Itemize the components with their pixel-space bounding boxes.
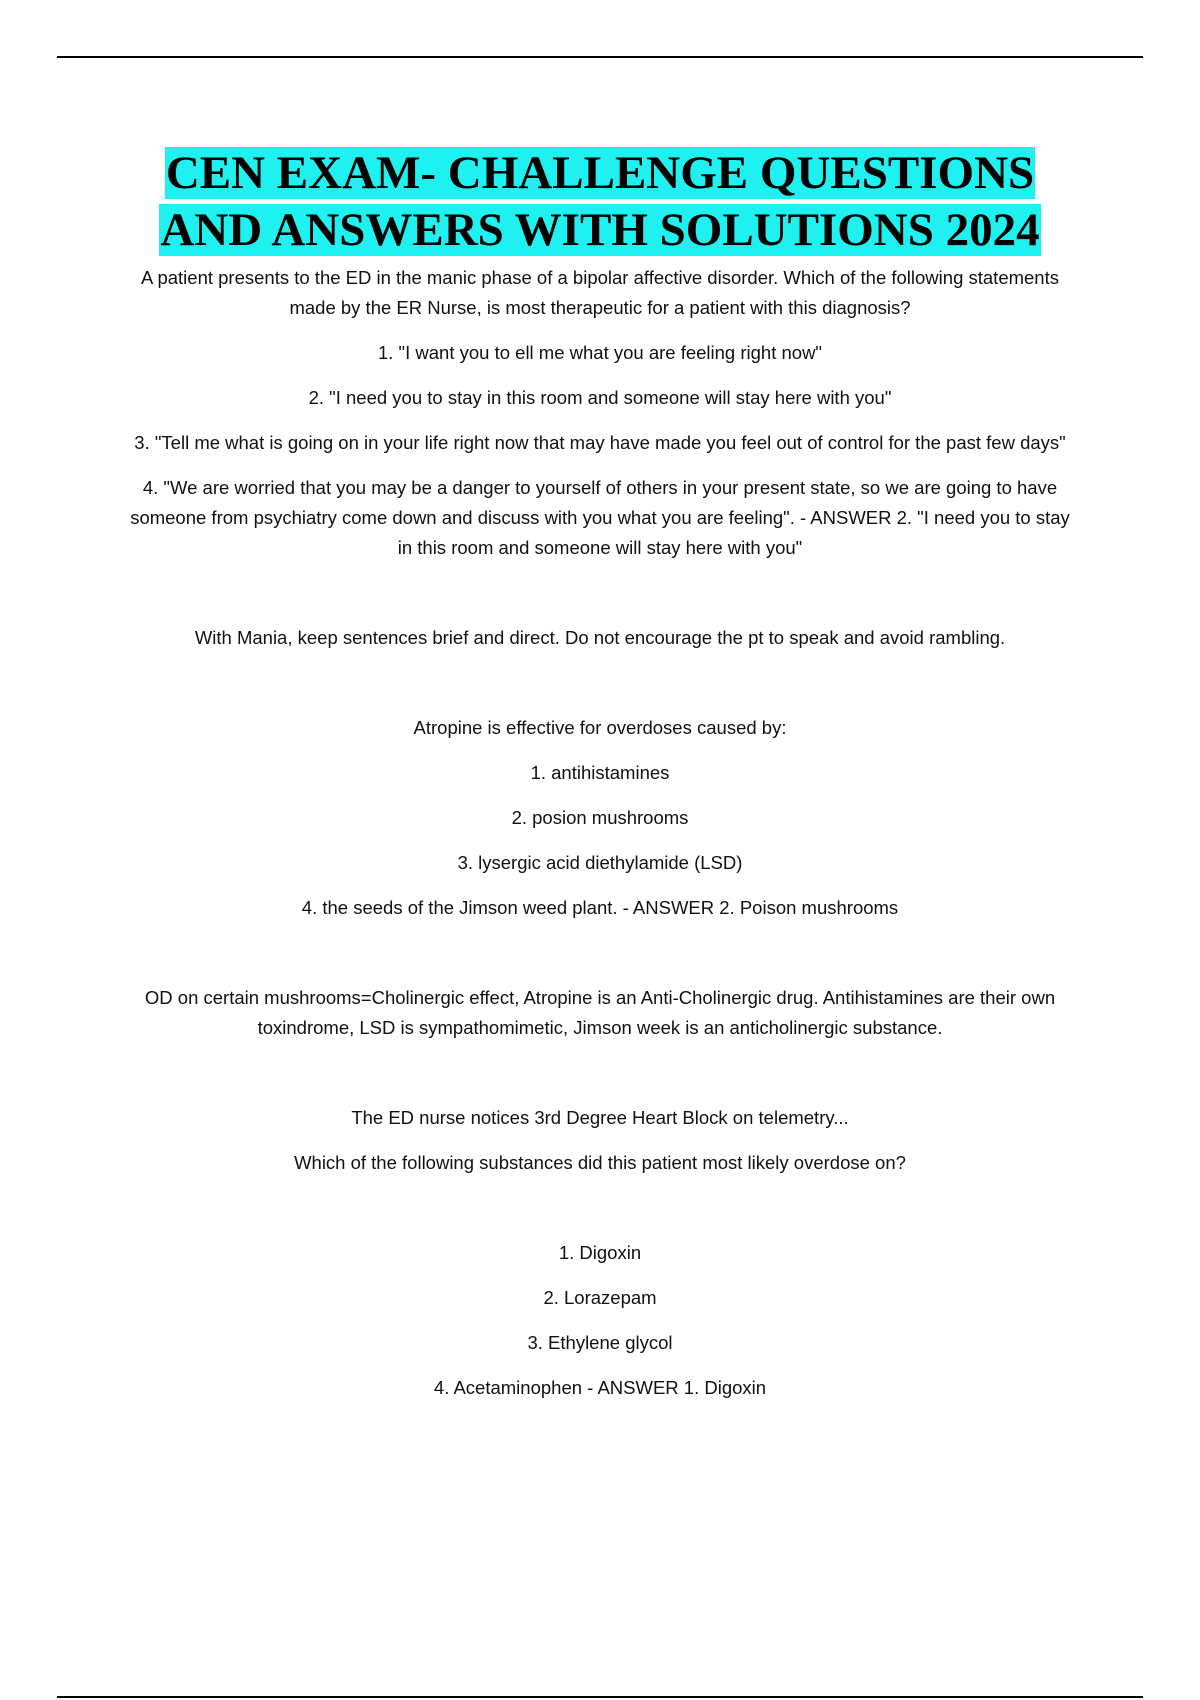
- spacer: [130, 578, 1070, 623]
- question-1-option-1: 1. "I want you to ell me what you are feeling right now": [377, 342, 822, 363]
- bottom-rule: [57, 1696, 1143, 1698]
- spacer: [130, 1193, 1070, 1238]
- question-3-stem-line-2: Which of the following substances did this patient most likely overdose on?: [294, 1152, 906, 1173]
- question-2-option-2: 2. posion mushrooms: [511, 807, 689, 828]
- question-2-explanation: OD on certain mushrooms=Cholinergic effect, Atropine is an Anti-Cholinergic drug. Antihistamines are their own toxindrome, LSD is sympathomimetic, Jimson week is an anticholinergic substance.: [144, 987, 1056, 1038]
- spacer: [130, 938, 1070, 983]
- title-line-1: CEN EXAM- CHALLENGE QUESTIONS: [165, 147, 1035, 199]
- question-3-option-2: 2. Lorazepam: [543, 1287, 657, 1308]
- question-3-stem-line-1: The ED nurse notices 3rd Degree Heart Block on telemetry...: [351, 1107, 849, 1128]
- question-2-explanation-block: [130, 983, 1070, 1043]
- question-1-option-4: 4. "We are worried that you may be a danger to yourself of others in your present state, so we are going to have someone from psychiatry come down and discuss with you what you are feeling". - ANSWER 2. "I need you to stay in this room and someone will stay here with you": [130, 477, 1070, 558]
- question-3-option-1: 1. Digoxin: [558, 1242, 642, 1263]
- question-1-explanation-block: [130, 623, 1070, 653]
- question-2: [130, 713, 1070, 923]
- question-2-option-3: 3. lysergic acid diethylamide (LSD): [457, 852, 743, 873]
- document-body: [130, 145, 1070, 1418]
- top-rule: [57, 56, 1143, 58]
- spacer: [130, 1058, 1070, 1103]
- question-3-option-4: 4. Acetaminophen - ANSWER 1. Digoxin: [433, 1377, 767, 1398]
- question-1-option-3: 3. "Tell me what is going on in your life right now that may have made you feel out of control for the past few days": [134, 432, 1066, 453]
- document-title: [130, 145, 1070, 259]
- title-line-2: AND ANSWERS WITH SOLUTIONS 2024: [160, 204, 1040, 256]
- question-2-option-4: 4. the seeds of the Jimson weed plant. - ANSWER 2. Poison mushrooms: [301, 897, 899, 918]
- question-3-option-3: 3. Ethylene glycol: [527, 1332, 673, 1353]
- question-1: [130, 263, 1070, 563]
- question-3: [130, 1103, 1070, 1403]
- question-2-option-1: 1. antihistamines: [530, 762, 670, 783]
- question-2-stem: Atropine is effective for overdoses caused by:: [413, 717, 787, 738]
- question-1-stem: A patient presents to the ED in the manic phase of a bipolar affective disorder. Which of the following statements made by the ER Nurse, is most therapeutic for a patient with this diagnosis?: [141, 267, 1059, 318]
- question-1-explanation: With Mania, keep sentences brief and direct. Do not encourage the pt to speak and avoid rambling.: [194, 627, 1006, 648]
- spacer: [130, 668, 1070, 713]
- question-1-option-2: 2. "I need you to stay in this room and someone will stay here with you": [308, 387, 892, 408]
